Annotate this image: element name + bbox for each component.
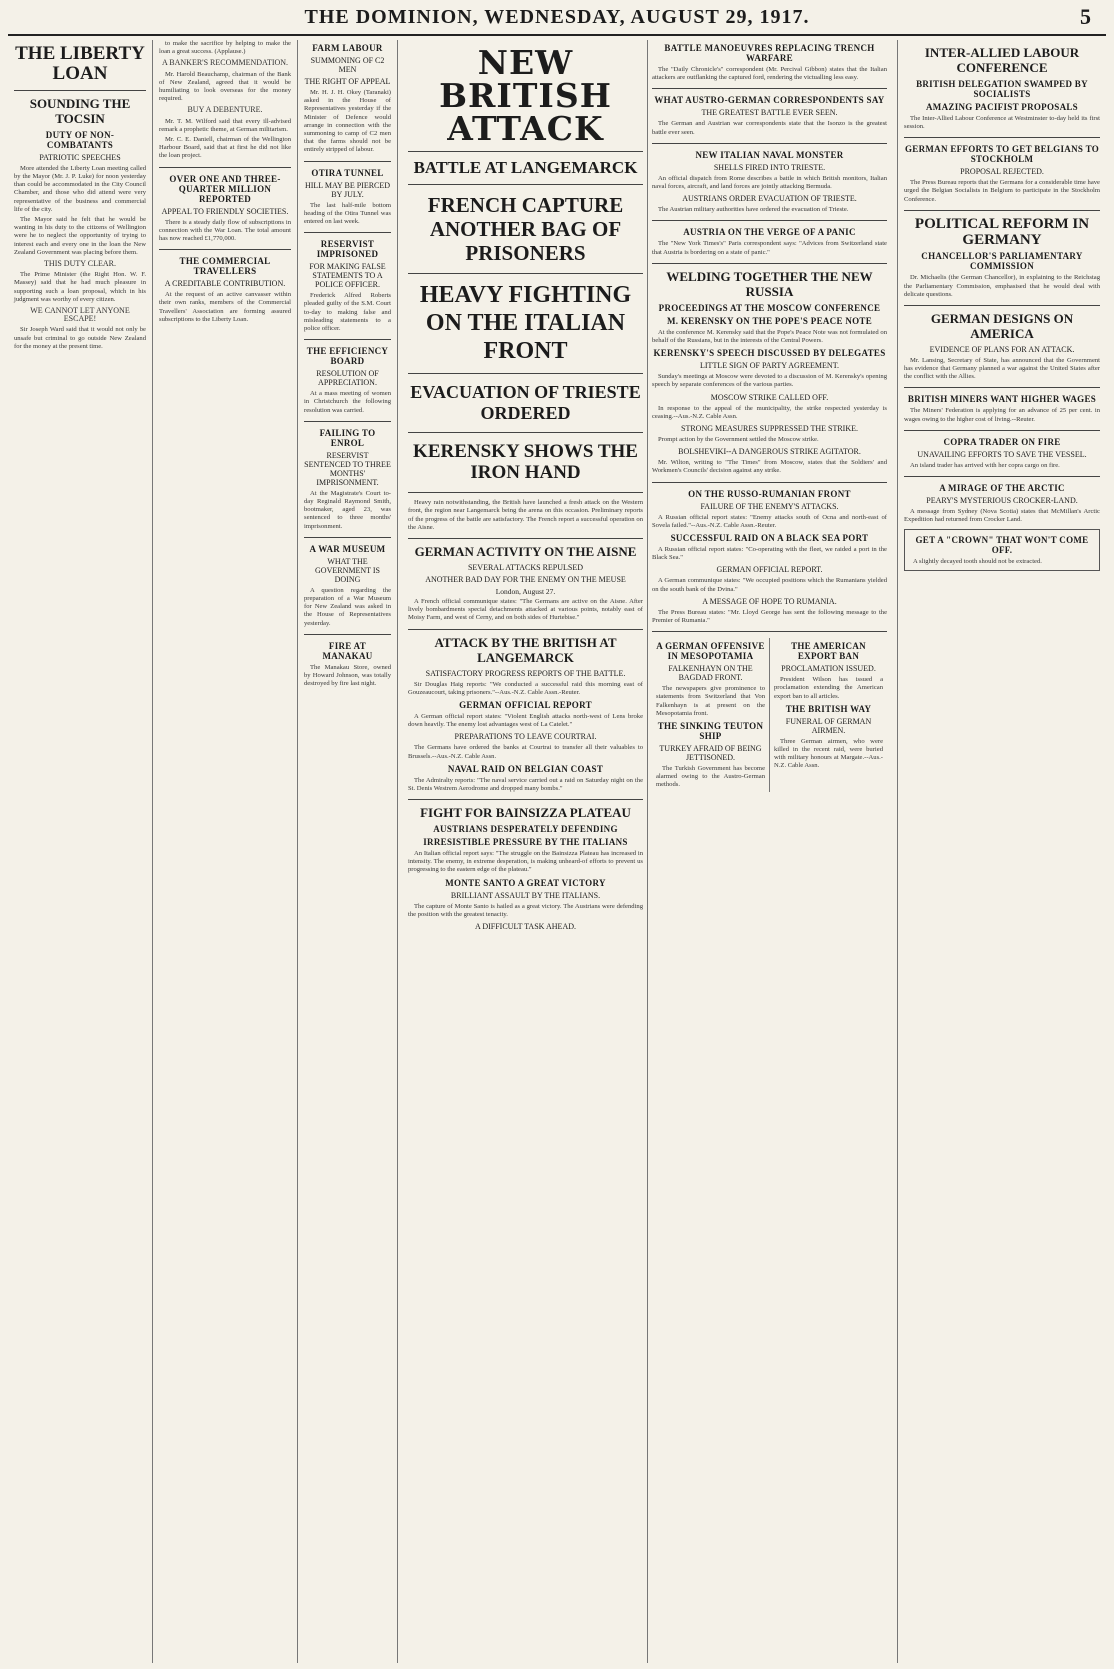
- headline-copra: COPRA TRADER ON FIRE: [943, 436, 1061, 447]
- subhead: EVIDENCE OF PLANS FOR AN ATTACK.: [929, 344, 1075, 354]
- subhead: M. KERENSKY ON THE POPE'S PEACE NOTE: [666, 315, 873, 326]
- headline-british-way: THE BRITISH WAY: [785, 703, 872, 714]
- subhead-naval-raid: NAVAL RAID ON BELGIAN COAST: [447, 763, 604, 774]
- subhead: FALKENHAYN ON THE BAGDAD FRONT.: [668, 664, 753, 683]
- bottom-briefs: [652, 638, 887, 791]
- paragraph: At a mass meeting of women in Christchurch the following resolution was carried.: [304, 390, 391, 414]
- paragraph: There is a steady daily flow of subscriptions in connection with the War Loan. The total amount has now reached £1,770,000.: [159, 218, 291, 243]
- headline-labour-conference: INTER-ALLIED LABOUR CONFERENCE: [924, 45, 1080, 75]
- paragraph: A German official report states: "Violent English attacks north-west of Lens broke down heavily. The enemy lost advantages west of La Catelet.": [408, 712, 643, 729]
- paragraph: Three German airmen, who were killed in the recent raid, were buried with military honours at Margate.--Aus.-N.Z. Cable Assn.: [774, 737, 883, 770]
- subhead: FAILURE OF THE ENEMY'S ATTACKS.: [700, 501, 839, 511]
- paragraph: Dr. Michaelis (the German Chancellor), in explaining to the Reichstag the Parliamentary Commission, emphasised that he would deal with delicate questions.: [904, 274, 1100, 298]
- banner-subhead: BATTLE AT LANGEMARCK: [413, 158, 638, 177]
- headline-war-museum: A WAR MUSEUM: [309, 543, 386, 554]
- subhead: A MESSAGE OF HOPE TO RUMANIA.: [702, 596, 837, 606]
- headline-farm-labour: FARM LABOUR: [312, 43, 383, 53]
- crosshead: BUY A DEBENTURE.: [187, 105, 263, 115]
- headline-miners: BRITISH MINERS WANT HIGHER WAGES: [907, 394, 1097, 405]
- headline-naval-monster: NEW ITALIAN NAVAL MONSTER: [695, 149, 844, 160]
- banner-headline: NEW BRITISH ATTACK: [439, 43, 612, 148]
- subhead: STRONG MEASURES SUPPRESSED THE STRIKE.: [681, 423, 858, 433]
- subhead-aisne: GERMAN ACTIVITY ON THE AISNE: [414, 544, 637, 560]
- paragraph: The Miners' Federation is applying for an advance of 25 per cent. in wages owing to the higher cost of living.--Reuter.: [904, 407, 1100, 423]
- paragraph: A French official communique states: "The Germans are active on the Aisne. After lively bombardments special detachments attacked at various points, notably east of Moisy Farm, and west of Cerny, and on both sides of Hurtebise.": [408, 598, 643, 622]
- subhead: PEARY'S MYSTERIOUS CROCKER-LAND.: [926, 496, 1078, 506]
- paragraph: A question regarding the preparation of a War Museum for New Zealand was asked in the House of Representatives yesterday.: [304, 586, 391, 627]
- paragraph: A German communique states: "We occupied positions which the Rumanians yielded on the south bank of the Dvina.": [652, 577, 887, 593]
- paragraph: At the Magistrate's Court to-day Reginald Raymond Smith, bootmaker, aged 23, was sentenced to three months' imprisonment.: [304, 489, 391, 530]
- paragraph: The Inter-Allied Labour Conference at Westminster to-day held its first session.: [904, 114, 1100, 131]
- war-news-right: [647, 40, 891, 1663]
- subhead: RESERVIST SENTENCED TO THREE MONTHS' IMPRISONMENT.: [304, 450, 391, 487]
- headline-correspondents: WHAT AUSTRO-GERMAN CORRESPONDENTS SAY: [654, 95, 885, 106]
- article-body: [14, 165, 146, 351]
- headline-mesopotamia: A GERMAN OFFENSIVE IN MESOPOTAMIA: [656, 641, 765, 662]
- subhead-friendly-societies: APPEAL TO FRIENDLY SOCIETIES.: [161, 206, 289, 216]
- war-news-left: [404, 40, 647, 1663]
- paragraph: Frederick Alfred Roberts pleaded guilty of the S.M. Court to-day to making false and misleading statements to a police officer.: [304, 292, 391, 333]
- subhead: BRILLIANT ASSAULT BY THE ITALIANS.: [450, 890, 601, 900]
- subhead: RESOLUTION OF APPRECIATION.: [316, 369, 379, 388]
- paragraph: to make the sacrifice by helping to make the loan a great success. (Applause.): [159, 40, 291, 56]
- paragraph: The Austrian military authorities have ordered the evacuation of Trieste.: [658, 206, 849, 214]
- subhead-german-report: GERMAN OFFICIAL REPORT: [459, 699, 592, 710]
- subhead: MOSCOW STRIKE CALLED OFF.: [710, 392, 829, 402]
- subhead-million: OVER ONE AND THREE-QUARTER MILLION REPORTED: [169, 173, 281, 204]
- paragraph: An Italian official report says: "The struggle on the Bainsizza Plateau has increased in intensity. The enemy, in extreme desperation, is making unheard-of efforts to prevent us progressing to the eastern edge of the plateau.": [408, 850, 643, 874]
- paragraph: The newspapers give prominence to statements from Switzerland that Von Falkenhayn is at present on the Mesopotamia front.: [656, 685, 765, 717]
- paragraph: Sunday's meetings at Moscow were devoted to a discussion of M. Kerensky's opening speech by separate conferences of the various parties.: [652, 373, 887, 389]
- paragraph: Sir Joseph Ward said that it would not only be unsafe but criminal to go outside New Zealand for the money at the present time.: [14, 326, 146, 350]
- subhead: UNAVAILING EFFORTS TO SAVE THE VESSEL.: [917, 449, 1087, 459]
- paragraph: Sir Douglas Haig reports: "We conducted a successful raid this morning east of Gouzeaucourt, taking prisoners."--Aus.-N.Z. Cable Assn.-Reuter.: [408, 680, 643, 696]
- headline-fire: FIRE AT MANAKAU: [322, 640, 373, 661]
- paragraph: Mr. C. E. Daniell, chairman of the Wellington Harbour Board, said that at first he did not like the loan project.: [159, 136, 291, 160]
- subhead: FUNERAL OF GERMAN AIRMEN.: [785, 716, 872, 735]
- paragraph: Mr. Lansing, Secretary of State, has announced that the Government has evidence that Germany planned a war against the United States after the conflict with the Allies.: [904, 356, 1100, 381]
- headline-efficiency: THE EFFICIENCY BOARD: [306, 346, 389, 367]
- subhead-langemarck: ATTACK BY THE BRITISH AT LANGEMARCK: [434, 634, 617, 665]
- subhead: SUMMONING OF C2 MEN: [310, 56, 385, 74]
- paragraph: An official dispatch from Rome describes a battle in which British monitors, Italian naval forces, aircraft, and land forces are jointly attacking Bermuda.: [652, 174, 887, 191]
- headline-french-capture: FRENCH CAPTURE ANOTHER BAG OF PRISONERS: [427, 193, 624, 266]
- paragraph: President Wilson has issued a proclamation extending the American export ban to all articles.: [774, 676, 883, 700]
- paragraph: The Manakau Store, owned by Howard Johnson, was totally destroyed by fire last night.: [304, 663, 391, 688]
- subhead-duty: DUTY OF NON-COMBATANTS: [45, 129, 115, 150]
- paragraph: More attended the Liberty Loan meeting called by the Mayor (Mr. J. P. Luke) for noon yesterday than could be accommodated in the City Council Chamber, and those who did attend were very representative of the business and commercial life of the city.: [14, 164, 146, 213]
- headline-political-reform: POLITICAL REFORM IN GERMANY: [914, 215, 1090, 248]
- crosshead: A BANKER'S RECOMMENDATION.: [161, 58, 289, 68]
- paragraph: The Admiralty reports: "The naval service carried out a raid on Saturday night on the St. Denis Westrem Aerodrome and dropped many bombs.": [408, 776, 643, 792]
- headline-german-designs: GERMAN DESIGNS ON AMERICA: [930, 311, 1074, 341]
- headline-manoeuvres: BATTLE MANOEUVRES REPLACING TRENCH WARFARE: [664, 43, 875, 63]
- headline-arctic: A MIRAGE OF THE ARCTIC: [939, 483, 1065, 494]
- paragraph: Mr. H. J. H. Okey (Taranaki) asked in the House of Representatives yesterday if the Minister of Defence would arrange in connection with the summoning to camp of C2 men that the farms should not be entirely stripped of labour.: [304, 89, 391, 154]
- headline-liberty-loan: THE LIBERTY LOAN: [15, 43, 145, 84]
- paragraph: The "Daily Chronicle's" correspondent (Mr. Percival Gibbon) states that the Italian attackers are outflanking the captured ford, rendering the victualling less easy.: [652, 66, 887, 82]
- paragraph: Mr. Harold Beauchamp, chairman of the Bank of New Zealand, agreed that it would be humiliating to look overseas for the money required.: [159, 70, 291, 103]
- subhead: CHANCELLOR'S PARLIAMENTARY COMMISSION: [921, 251, 1083, 272]
- headline-trieste: EVACUATION OF TRIESTE ORDERED: [410, 382, 641, 423]
- paragraph: An island trader has arrived with her copra cargo on fire.: [910, 461, 1060, 469]
- masthead-title: THE DOMINION, WEDNESDAY, AUGUST 29, 1917.: [304, 5, 810, 28]
- subhead: FOR MAKING FALSE STATEMENTS TO A POLICE OFFICER.: [309, 262, 386, 290]
- subhead: HILL MAY BE PIERCED BY JULY.: [304, 180, 391, 199]
- subhead: BRITISH DELEGATION SWAMPED BY SOCIALISTS: [916, 78, 1088, 99]
- article-body: [159, 40, 291, 161]
- paragraph: The Prime Minister (the Right Hon. W. F. Massey) said that he had much pleasure in supporting such a loan proposal, which in his judgment was worthy of every citizen.: [14, 271, 146, 303]
- subhead: LITTLE SIGN OF PARTY AGREEMENT.: [700, 361, 839, 371]
- subhead: PROCEEDINGS AT THE MOSCOW CONFERENCE: [658, 302, 881, 313]
- page-number: 5: [1080, 4, 1092, 29]
- subhead: ANOTHER BAD DAY FOR THE ENEMY ON THE MEUSE: [425, 575, 626, 585]
- subhead-tocsin: SOUNDING THE TOCSIN: [29, 95, 131, 126]
- paragraph: The capture of Monte Santo is hailed as a great victory. The Austrians were defending the position with the greatest tenacity.: [408, 902, 643, 918]
- subhead: THE RIGHT OF APPEAL: [304, 77, 391, 86]
- paragraph: The German and Austrian war correspondents state that the Isonzo is the greatest battle ever seen.: [652, 120, 887, 136]
- subhead: SHELLS FIRED INTO TRIESTE.: [713, 162, 826, 172]
- subhead-bainsizza: FIGHT FOR BAINSIZZA PLATEAU: [420, 805, 631, 821]
- headline-new-russia: WELDING TOGETHER THE NEW RUSSIA: [666, 268, 873, 299]
- subhead: PROCLAMATION ISSUED.: [781, 664, 876, 674]
- paragraph: The Press Bureau reports that the Germans for a considerable time have urged the Belgian Socialists in Belgium to participate in the Stockholm Conference.: [904, 179, 1100, 203]
- subhead: SEVERAL ATTACKS REPULSED: [467, 563, 584, 573]
- paragraph: Mr. Wilton, writing to "The Times" from Moscow, states that the Soldiers' and Workmen's Councils' decision against any strike.: [652, 459, 887, 475]
- paragraph: The "New York Times's" Paris correspondent says: "Advices from Switzerland state that Austria is bordering on a state of panic.": [652, 240, 887, 256]
- subhead: BOLSHEVIKI--A DANGEROUS STRIKE AGITATOR.: [678, 447, 861, 457]
- paragraph: A Russian official report states: "Co-operating with the fleet, we raided a port in the Black Sea.": [652, 545, 887, 562]
- paragraph: The Turkish Government has become alarmed owing to the Austro-German methods.: [656, 764, 765, 789]
- headline-belgians: GERMAN EFFORTS TO GET BELGIANS TO STOCKHOLM: [904, 144, 1100, 165]
- column-liberty-loan: [8, 40, 153, 1663]
- subhead: TURKEY AFRAID OF BEING JETTISONED.: [659, 743, 762, 762]
- dateline: London, August 27.: [495, 587, 556, 597]
- subhead: IRRESISTIBLE PRESSURE BY THE ITALIANS: [423, 837, 628, 848]
- subhead: AUSTRIANS DESPERATELY DEFENDING: [433, 824, 618, 835]
- subhead-contribution: A CREDITABLE CONTRIBUTION.: [164, 279, 286, 289]
- headline-teuton-ship: THE SINKING TEUTON SHIP: [657, 720, 764, 741]
- headline-italian-front: HEAVY FIGHTING ON THE ITALIAN FRONT: [419, 282, 632, 364]
- headline-kerensky: KERENSKY SHOWS THE IRON HAND: [413, 440, 638, 484]
- crosshead: WE CANNOT LET ANYONE ESCAPE!: [30, 306, 130, 324]
- subhead: PROPOSAL REJECTED.: [960, 167, 1044, 177]
- column-local-news: [298, 40, 398, 1663]
- subhead: KERENSKY'S SPEECH DISCUSSED BY DELEGATES: [653, 348, 886, 359]
- lead-paragraph: Heavy rain notwithstanding, the British have launched a fresh attack on the Western front, the region near Langemarck being the arena on this occasion. Preliminary reports of the progress of the battle are satisfactory. The French report a successful operation on the Aisne.: [408, 499, 643, 531]
- headline-russo-rumanian: ON THE RUSSO-RUMANIAN FRONT: [688, 488, 851, 499]
- masthead: [8, 0, 1106, 36]
- paragraph: A slightly decayed tooth should not be extracted.: [913, 557, 1042, 565]
- column-liberty-loan-continued: [153, 40, 298, 1663]
- headline-reservist: RESERVIST IMPRISONED: [316, 239, 379, 260]
- subhead: SUCCESSFUL RAID ON A BLACK SEA PORT: [670, 532, 869, 543]
- paragraph: The Germans have ordered the banks at Courtrai to transfer all their valuables to Brussels.--Aus.-N.Z. Cable Assn.: [408, 744, 643, 760]
- subhead: GERMAN OFFICIAL REPORT.: [716, 565, 823, 575]
- subhead: SATISFACTORY PROGRESS REPORTS OF THE BATTLE.: [425, 668, 626, 678]
- subhead-monte-santo: MONTE SANTO A GREAT VICTORY: [445, 877, 606, 888]
- advertisement-crown: [904, 529, 1100, 571]
- paragraph: A Russian official report states: "Enemy attacks south of Ocna and north-east of Sovela failed."--Aus.-N.Z. Cable Assn.-Reuter.: [652, 513, 887, 529]
- subhead: AUSTRIANS ORDER EVACUATION OF TRIESTE.: [682, 194, 857, 204]
- column-foreign-briefs: [898, 40, 1106, 1663]
- column-war-news: [398, 40, 898, 1663]
- paragraph: At the conference M. Kerensky said that the Pope's Peace Note was not formulated on behalf of the Russians, but in the interests of the Central Powers.: [652, 328, 887, 344]
- paragraph: Mr. T. M. Wilford said that every ill-advised remark a prophetic theme, at German militarism.: [159, 117, 291, 133]
- paragraph: The Press Bureau states: "Mr. Lloyd George has sent the following message to the Premier of Rumania.": [652, 608, 887, 624]
- paragraph: Prompt action by the Government settled the Moscow strike.: [658, 435, 819, 443]
- subhead: THE GREATEST BATTLE EVER SEEN.: [701, 108, 838, 118]
- headline-enrol: FAILING TO ENROL: [319, 427, 376, 448]
- paragraph: The Mayor said he felt that he would be wanting in his duty to the citizens of Wellington were he to neglect the opportunity of trying to interest each and every one in the loan the New Zealand Government was placing before them.: [14, 215, 146, 256]
- headline-austria-panic: AUSTRIA ON THE VERGE OF A PANIC: [683, 227, 856, 238]
- ad-headline: GET A "CROWN" THAT WON'T COME OFF.: [915, 534, 1089, 555]
- subhead: PREPARATIONS TO LEAVE COURTRAI.: [454, 732, 597, 742]
- subhead: WHAT THE GOVERNMENT IS DOING: [315, 556, 380, 584]
- subhead-travellers: THE COMMERCIAL TRAVELLERS: [179, 256, 271, 277]
- paragraph: At the request of an active canvasser within their own ranks, members of the Commercial Travellers' Association are forming assured subscriptions to the Liberty Loan.: [159, 291, 291, 323]
- subhead-speeches: PATRIOTIC SPEECHES: [39, 152, 121, 162]
- paragraph: The last half-mile bottom heading of the Otira Tunnel was entered on last week.: [304, 201, 391, 226]
- headline-otira: OTIRA TUNNEL: [311, 167, 384, 178]
- headline-export-ban: THE AMERICAN EXPORT BAN: [791, 641, 866, 662]
- paragraph: In response to the appeal of the municipality, the strike respected yesterday is ceasing.--Aus.-N.Z. Cable Assn.: [652, 404, 887, 420]
- crosshead: THIS DUTY CLEAR.: [44, 258, 116, 268]
- subhead: A DIFFICULT TASK AHEAD.: [474, 922, 576, 932]
- paragraph: A message from Sydney (Nova Scotia) states that McMillan's Arctic Expedition had returned from Crocker Land.: [904, 508, 1100, 524]
- subhead: AMAZING PACIFIST PROPOSALS: [926, 101, 1078, 112]
